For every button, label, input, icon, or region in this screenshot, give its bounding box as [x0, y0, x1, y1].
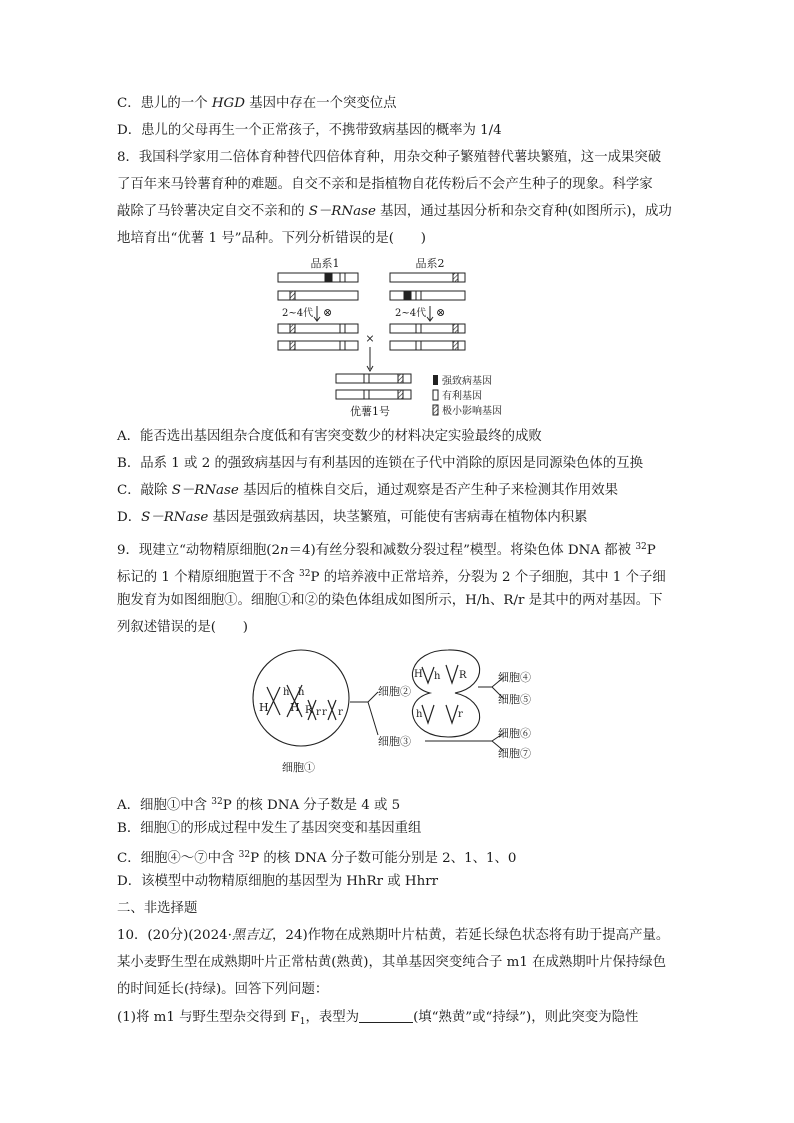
line1-generations: 2~4代	[282, 308, 314, 319]
line2-parent-chromosomes	[390, 273, 465, 300]
cell1-gene-r-3: r	[338, 707, 343, 718]
q8-stem-line2: 了百年来马铃薯育种的难题。自交不亲和是指植物自花传粉后不会产生种子的现象。科学家	[117, 177, 653, 192]
cell2-gene-H: H	[414, 669, 423, 680]
result-chromosomes	[336, 374, 411, 399]
cell1-gene-h-2: h	[298, 687, 305, 698]
cell1-gene-H-2: H	[290, 701, 300, 714]
line1-selfing-symbol: ⊗	[323, 306, 333, 319]
line2-label: 品系2	[415, 257, 445, 270]
cell5-label: 细胞⑤	[498, 693, 531, 706]
legend-swatch-strong	[433, 375, 438, 385]
cell2-gene-h-2: h	[416, 709, 423, 720]
q7-option-d: D．患儿的父母再生一个正常孩子，不携带致病基因的概率为 1/4	[117, 123, 502, 138]
q8-option-c: C．敲除 S－RNase 基因后的植株自交后，通过观察是否产生种子来检测其作用效果	[117, 483, 619, 498]
line2-inbred-chromosomes	[390, 324, 465, 350]
cell2-gene-r: r	[458, 709, 463, 720]
cell4-label: 细胞④	[498, 671, 531, 684]
cell1-label: 细胞①	[282, 761, 315, 774]
legend-strong: 强致病基因	[442, 376, 492, 387]
section-heading: 二、非选择题	[117, 901, 198, 916]
q8-stem-line4: 地培育出“优薯 1 号”品种。下列分析错误的是( )	[117, 231, 426, 246]
legend	[433, 374, 502, 417]
cell2-label: 细胞②	[378, 685, 411, 698]
cell2-gene-R: R	[459, 670, 467, 681]
q8-stem-line1: 8．我国科学家用二倍体育种替代四倍体育种，用杂交种子繁殖替代薯块繁殖，这一成果突破	[117, 150, 662, 165]
q9-option-d: D．该模型中动物精原细胞的基因型为 HhRr 或 Hhrr	[117, 874, 439, 889]
q9-stem-line1: 9．现建立“动物精原细胞(2n＝4)有丝分裂和减数分裂过程”模型。将染色体 DNA 都被 $^{32}$P	[117, 542, 656, 558]
cell1-gene-r: r	[316, 707, 321, 718]
cell6-label: 细胞⑥	[498, 727, 531, 740]
q7-option-c: C．患儿的一个 HGD 基因中存在一个突变位点	[117, 96, 397, 111]
line1-inbred-chromosomes	[278, 324, 358, 350]
cell2-gene-h: h	[434, 671, 441, 682]
legend-swatch-beneficial	[433, 390, 438, 400]
cell1-gene-R: R	[305, 705, 313, 716]
q10-stem-line3: 的时间延长(持绿)。回答下列问题：	[117, 982, 329, 997]
q8-option-b: B．品系 1 或 2 的强致病基因与有利基因的连锁在子代中消除的原因是同源染色体的互换	[117, 456, 643, 471]
cell1-branch	[368, 692, 378, 735]
answer-blank[interactable]	[359, 1008, 413, 1023]
q9-option-c: C．细胞④～⑦中含 $^{32}$P 的核 DNA 分子数可能分别是 2、1、1、0	[117, 850, 517, 866]
line2-generations: 2~4代	[395, 308, 427, 319]
cross-symbol: ×	[365, 332, 375, 345]
q8-stem-line3: 敲除了马铃薯决定自交不亲和的 S－RNase 基因，通过基因分析和杂交育种(如图所示)，成功	[117, 204, 672, 219]
q10-stem-line1: 10．(20分)(2024·黑吉辽，24)作物在成熟期叶片枯黄，若延长绿色状态将有助于提高产量。	[117, 928, 670, 943]
legend-beneficial: 有利基因	[442, 391, 482, 402]
line1-label: 品系1	[310, 257, 340, 270]
legend-minor: 极小影响基因	[442, 406, 502, 417]
q9-option-b: B．细胞①的形成过程中发生了基因突变和基因重组	[117, 821, 422, 836]
result-label: 优薯1号	[350, 405, 390, 418]
q9-option-a: A．细胞①中含 $^{32}$P 的核 DNA 分子数是 4 或 5	[117, 797, 401, 813]
q8-option-d: D．S－RNase 基因是强致病基因，块茎繁殖，可能使有害病毒在植物体内积累	[117, 510, 588, 525]
cell1-gene-r-2: r	[322, 707, 327, 718]
cell2-outline	[412, 650, 479, 737]
legend-swatch-minor	[433, 405, 438, 415]
q10-stem-line2: 某小麦野生型在成熟期叶片正常枯黄(熟黄)，其单基因突变纯合子 m1 在成熟期叶片保持绿色	[117, 955, 667, 970]
line1-parent-chromosomes	[278, 273, 358, 300]
cell1-outline	[253, 650, 349, 746]
q9-cell-division-diagram	[250, 645, 550, 780]
q10-subquestion-1: (1)将 m1 与野生型杂交得到 $F_1$，表型为 (填“熟黄”或“持绿”)，则此突变为隐性	[117, 1010, 639, 1027]
line2-selfing-symbol: ⊗	[436, 306, 446, 319]
q8-option-a: A．能否选出基因组杂合度低和有害突变数少的材料决定实验最终的成败	[117, 429, 542, 444]
cell1-gene-H: H	[259, 701, 269, 714]
cell7-label: 细胞⑦	[498, 747, 531, 760]
cell3-label: 细胞③	[378, 735, 411, 748]
q8-breeding-diagram	[270, 254, 530, 424]
q9-stem-line2: 标记的 1 个精原细胞置于不含 $^{32}$P 的培养液中正常培养，分裂为 2 个子细胞，其中 1 个子细	[117, 569, 666, 585]
cell1-gene-h: h	[283, 687, 290, 698]
q9-stem-line3: 胞发育为如图细胞①。细胞①和②的染色体组成如图所示，H/h、R/r 是其中的两对基因。下	[117, 593, 663, 608]
q9-stem-line4: 列叙述错误的是( )	[117, 620, 248, 635]
